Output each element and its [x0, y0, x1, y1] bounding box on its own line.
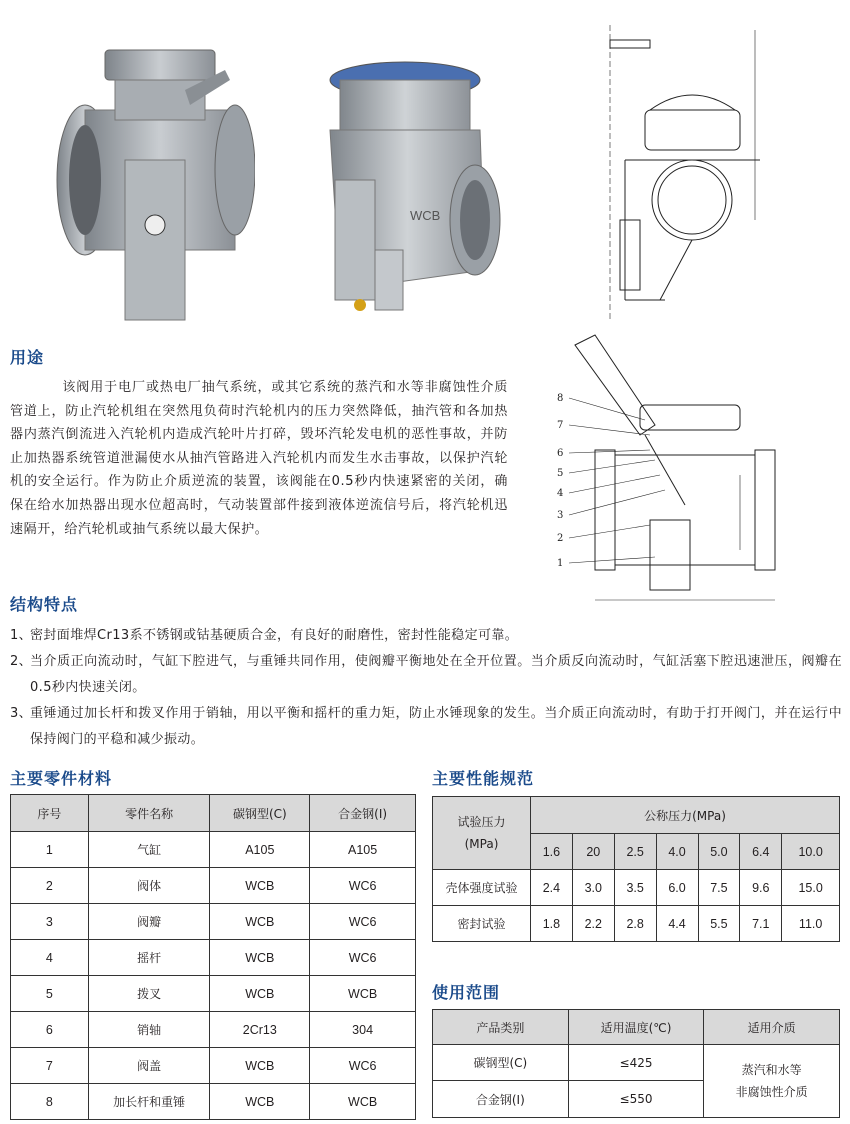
- table-row: 8 加长杆和重锤 WCB WCB: [11, 1084, 416, 1120]
- materials-header-part: 零件名称: [88, 795, 210, 832]
- table-row: 合金钢(Ⅰ) ≤550: [433, 1081, 840, 1118]
- valve-photo-2: [300, 40, 510, 340]
- table-row: 4 摇杆 WCB WC6: [11, 940, 416, 976]
- materials-header-alloy: 合金钢(Ⅰ): [310, 795, 416, 832]
- performance-group-header: 公称压力(MPa): [531, 797, 840, 834]
- range-header-temp: 适用温度(℃): [568, 1010, 704, 1045]
- table-row: 碳钢型(C) ≤425 蒸汽和水等 非腐蚀性介质: [433, 1045, 840, 1081]
- feature-item-1: 1、 密封面堆焊Cr13系不锈钢或钴基硬质合金，有良好的耐磨性，密封性能稳定可靠。: [10, 628, 519, 643]
- range-medium-cell: 蒸汽和水等 非腐蚀性介质: [704, 1045, 840, 1118]
- materials-header-carbon: 碳钢型(C): [210, 795, 310, 832]
- feature-item-2: 2、 当介质正向流动时，气缸下腔进气，与重锤共同作用，使阀瓣平衡地处在全开位置。当介质反向流动时，气缸活塞下腔迅速泄压，阀瓣在0.5秒内快速关闭。: [10, 654, 842, 695]
- table-row: 5 拨叉 WCB WCB: [11, 976, 416, 1012]
- performance-table: [432, 796, 840, 942]
- table-row: 密封试验 1.8 2.2 2.8 4.4 5.5 7.1 11.0: [433, 906, 840, 942]
- features-list: [10, 623, 842, 753]
- range-table: [432, 1009, 840, 1118]
- valve-drawing-2: [555, 325, 785, 615]
- table-row: 壳体强度试验 2.4 3.0 3.5 6.0 7.5 9.6 15.0: [433, 870, 840, 906]
- table-row: 7 阀盖 WCB WC6: [11, 1048, 416, 1084]
- usage-heading: 用途: [10, 348, 45, 367]
- callout-3: 3: [557, 510, 564, 521]
- callout-8: 8: [557, 393, 564, 404]
- callout-6: 6: [557, 448, 564, 459]
- table-row: 1.6 20 2.5 4.0 5.0 6.4 10.0: [433, 834, 840, 870]
- range-header-medium: 适用介质: [704, 1010, 840, 1045]
- range-heading: 使用范围: [432, 983, 501, 1002]
- performance-corner-header: 试验压力 (MPa): [433, 797, 531, 870]
- materials-header-no: 序号: [11, 795, 89, 832]
- table-row: 3 阀瓣 WCB WC6: [11, 904, 416, 940]
- table-row: 1 气缸 A105 A105: [11, 832, 416, 868]
- valve-drawing-1: [570, 20, 770, 320]
- callout-4: 4: [557, 488, 564, 499]
- valve-photo-1: [55, 30, 255, 330]
- callout-5: 5: [557, 468, 564, 479]
- wcb-marking: WCB: [410, 208, 441, 223]
- table-row: 2 阀体 WCB WC6: [11, 868, 416, 904]
- table-row: 6 销轴 2Cr13 304: [11, 1012, 416, 1048]
- performance-heading: 主要性能规范: [432, 769, 535, 788]
- callout-2: 2: [557, 533, 564, 544]
- feature-item-3: 3、 重锤通过加长杆和拨叉作用于销轴，用以平衡和摇杆的重力矩，防止水锤现象的发生。当介质正向流动时，有助于打开阀门，并在运行中保持阀门的平稳和减少振动。: [10, 706, 842, 747]
- range-header-type: 产品类别: [433, 1010, 569, 1045]
- usage-paragraph: 该阀用于电厂或热电厂抽气系统，或其它系统的蒸汽和水等非腐蚀性介质管道上，防止汽轮机组在突然甩负荷时汽轮机内的压力突然降低，抽汽管和各加热器内蒸汽倒流进入汽轮机内造成汽轮叶片打碎，毁坏汽轮发电机的恶性事故，并防止加热器系统管道泄漏使水从抽汽管路进入汽轮机内而发生水击事故，以保护汽轮机的安全运行。作为防止介质逆流的装置，该阀能在0.5秒内快速紧密的关闭，确保在给水加热器出现水位超高时，气动装置部件接到液体逆流信号后，将汽轮机迅速隔开，给汽轮机或抽气系统以最大保护。: [10, 380, 508, 537]
- materials-table: [10, 794, 416, 1120]
- callout-7: 7: [557, 420, 564, 431]
- callout-1: 1: [557, 558, 564, 569]
- materials-heading: 主要零件材料: [10, 769, 113, 788]
- features-heading: 结构特点: [10, 595, 79, 614]
